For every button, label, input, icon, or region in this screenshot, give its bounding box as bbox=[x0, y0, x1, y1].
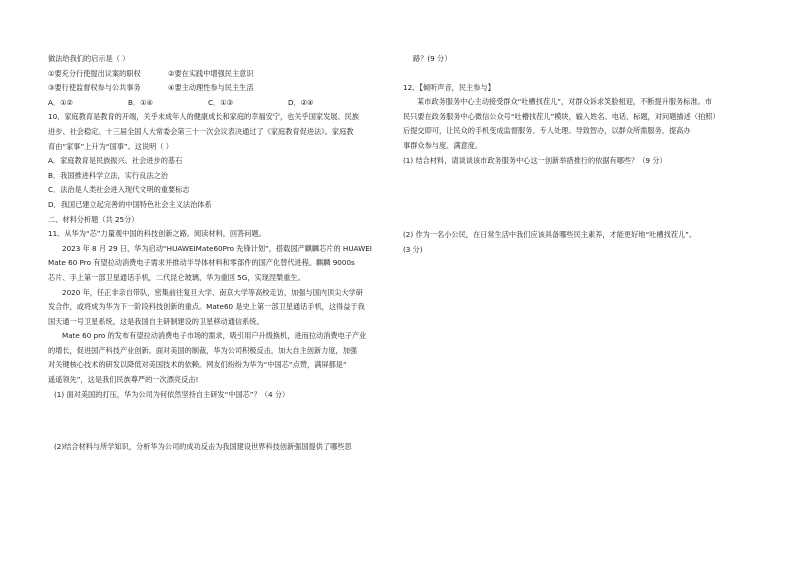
q9-options-row-2 bbox=[48, 81, 390, 96]
q11-para2-line: 发合作，或将成为华为下一阶段科技创新的重点。Mate60 是史上第一部卫星通话手机，这得益于我 bbox=[48, 302, 365, 312]
choice-d: D．②④ bbox=[288, 97, 314, 107]
section-heading: 二、材料分析题（共 25分） bbox=[48, 214, 139, 224]
q11-para2-line: 2020 年，任正非亲自带队，密集前往复旦大学、南京大学等高校走访，加强与国内顶尖大学研 bbox=[62, 287, 363, 297]
left-column bbox=[48, 52, 390, 455]
answer-space bbox=[48, 402, 390, 440]
q9-option: ①要充分行使提出议案的职权 bbox=[48, 68, 141, 78]
q12-title: 12、【倾听声音，民主参与】 bbox=[403, 82, 495, 92]
q11-para3-line: 对关键核心技术的研发以降低对美国技术的依赖。网友们纷纷为华为“中国芯”点赞，满屏都是“ bbox=[48, 360, 347, 370]
answer-space bbox=[403, 168, 748, 228]
q11-para3-line: 的增长，促进国产科技产业创新。面对美国的制裁，华为公司积极反击，加大自主创新力度，加强 bbox=[48, 345, 358, 355]
q12-line: 民只要在政务服务中心微信公众号“吐槽找茬儿”模块，输入姓名、电话、标题，对问题描述（拍照） bbox=[403, 111, 720, 121]
choice-b: B．①④ bbox=[128, 97, 154, 107]
q10-option-c: C．法治是人类社会进入现代文明的重要标志 bbox=[48, 185, 190, 195]
q12-line: 后提交即可，让民众的手机变成监督服务、专人处理。导致智办，以群众所需服务，提高办 bbox=[403, 126, 691, 136]
q9-prompt: 做法给我们的启示是（ ） bbox=[48, 54, 130, 63]
q10-line: 育由“家事”上升为“国事”。这说明（ ） bbox=[48, 141, 173, 151]
q12-line: 某市政务服务中心主动接受群众“吐槽找茬儿”，对群众诉求笑脸相迎，不断提升服务标准。市 bbox=[417, 97, 712, 107]
q11-para1-line: 2023 年 8 月 29 日，华为启动“HUAWEIMate60Pro 先锋计划”，搭载国产麒麟芯片的 HUAWEI bbox=[62, 243, 372, 253]
q9-options-row-1 bbox=[48, 67, 390, 82]
q11-para3-line: 遥遥领先”，这是我们民族尊严的一次漂亮反击! bbox=[48, 375, 199, 385]
q10-line: 进步、社会稳定。十三届全国人大常委会第三十一次会议表决通过了《家庭教育促进法》。家庭教 bbox=[48, 126, 354, 136]
q12-sub-question-2-score: (3 分) bbox=[403, 244, 423, 254]
q11-para1-line: Mate 60 Pro 有望拉动消费电子需求并推动半导体材料和零部件的国产化替代进程。麒麟 9000s bbox=[48, 258, 355, 268]
choice-c: C．①③ bbox=[208, 97, 234, 107]
q11-sub2-continuation: 路？(9 分） bbox=[413, 54, 452, 63]
q11-para1-line: 芯片、手上第一部卫星通话手机，二代昆仑玻璃，华为重回 5G，实现涅槃重生。 bbox=[48, 272, 305, 282]
q11-para2-line: 国天通一号卫星系统，这是我国自主研制建设的卫星移动通信系统。 bbox=[48, 316, 264, 326]
q9-choices bbox=[48, 96, 390, 111]
q9-option: ④要主动理性参与民主生活 bbox=[168, 83, 254, 93]
q10-option-a: A．家庭教育是民族振兴、社会进步的基石 bbox=[48, 156, 183, 166]
q12-sub-question-1: (1) 结合材料，请谈谈该市政务服务中心这一创新举措推行的依据有哪些？（9 分） bbox=[403, 155, 667, 165]
q12-line: 事群众参与度、满意度。 bbox=[403, 140, 483, 150]
right-column bbox=[403, 52, 748, 257]
q11-intro: 11、从华为“芯”力量观中国的科技创新之路。阅读材料，回答问题。 bbox=[48, 229, 266, 239]
q11-para3-line: Mate 60 pro 的发布有望拉动消费电子市场的需求，吸引用户升级换机，进而拉动消费电子产业 bbox=[62, 331, 367, 341]
q10-option-b: B．我国推进科学立法，实行良法之治 bbox=[48, 170, 168, 180]
spacer bbox=[403, 67, 748, 81]
q11-sub-question-2: (2)结合材料与所学知识，分析华为公司的成功反击为我国建设世界科技创新强国提供了哪些思 bbox=[54, 442, 352, 452]
q9-option: ③要行使监督权参与公共事务 bbox=[48, 83, 141, 93]
q11-sub-question-1: (1) 面对美国的打压，华为公司为何依然坚持自主研发“中国芯”？（4 分） bbox=[54, 389, 290, 399]
q9-option: ②要在实践中增强民主意识 bbox=[168, 68, 254, 78]
q10-line: 10、家庭教育是教育的开端，关乎未成年人的健康成长和家庭的幸福安宁，也关乎国家发展、民族 bbox=[48, 112, 360, 122]
choice-a: A．①② bbox=[48, 97, 73, 107]
q12-sub-question-2: (2) 作为一名小公民，在日常生活中我们应该具备哪些民主素养，才能更好地“吐槽找茬儿”。 bbox=[403, 230, 697, 240]
q10-option-d: D．我国已建立起完善的中国特色社会主义法治体系 bbox=[48, 199, 212, 209]
